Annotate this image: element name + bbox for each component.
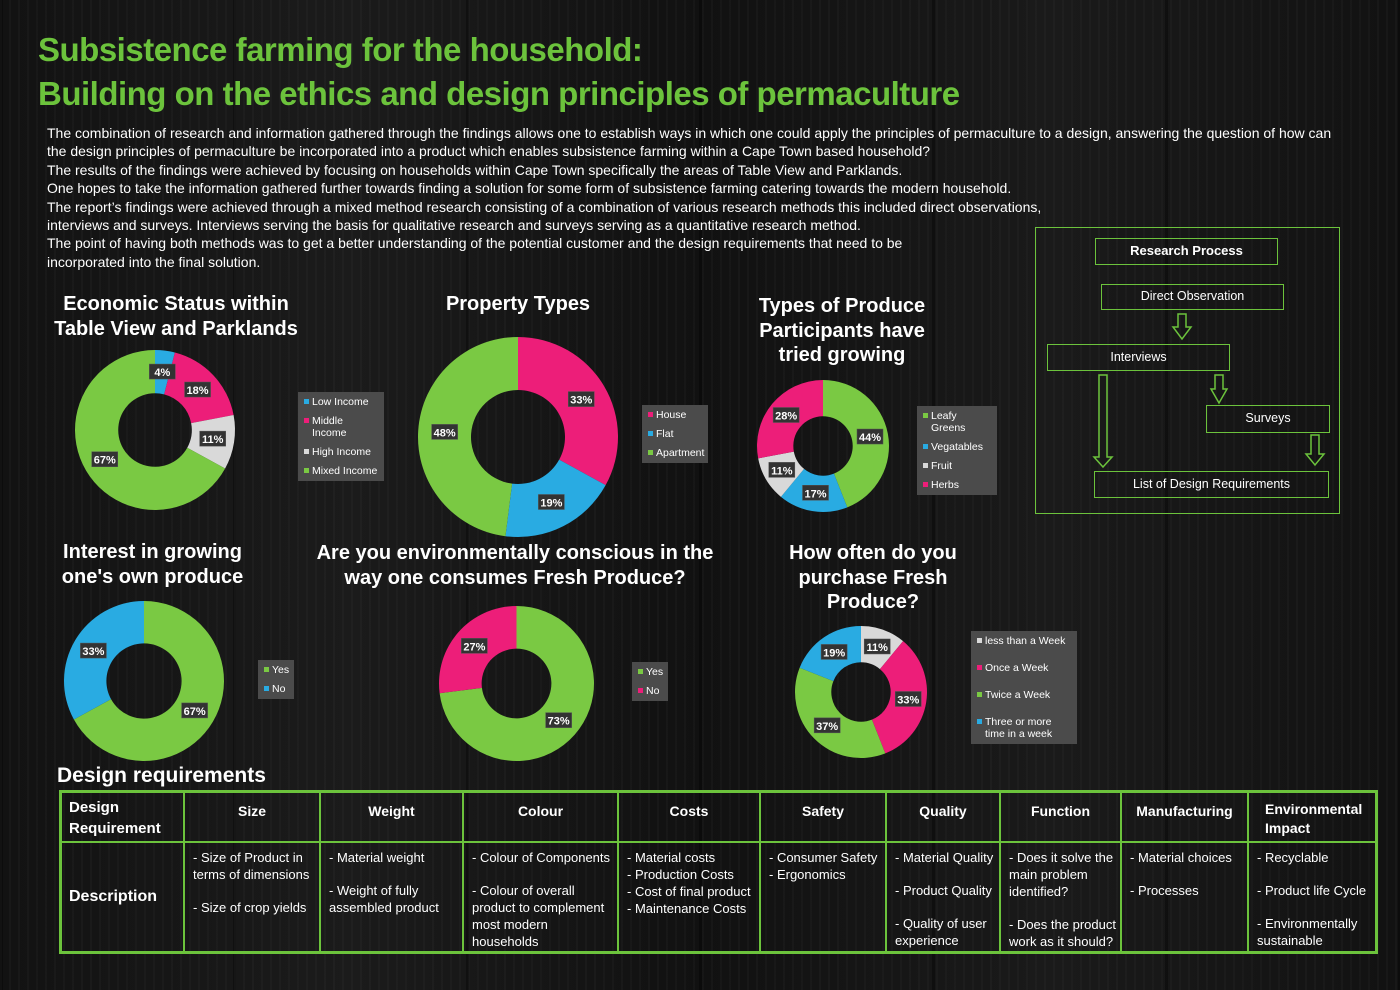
legend-frequency [971,631,1077,744]
item-spacer [895,899,995,915]
intro-paragraph: The results of the findings were achieved by focusing on households within Cape Town specifically the areas of Table View and Parklands. [47,161,903,178]
legend-label: Mixed Income [312,465,378,477]
description-items [619,843,759,917]
legend-label: High Income [312,446,371,458]
chart-property [418,337,618,537]
legend-swatch [264,667,269,672]
data-label-text: 28% [775,410,798,423]
legend-swatch [304,418,309,423]
chart-conscious [439,606,594,761]
item-spacer [1009,900,1116,916]
description-cell [1248,842,1377,953]
list-item: - Colour of Components [472,850,611,865]
list-item: - Material Quality [895,850,994,865]
data-label-text: 4% [154,367,171,380]
list-item: - Product Quality [895,883,992,898]
chart-title-property: Property Types [445,293,591,315]
chart-title-interest: Interest in growing one's own produce [61,541,244,588]
flow-interviews-box: Interviews [1047,344,1230,371]
intro-paragraph: One hopes to take the information gathered further towards finding a solution for some form of subsistence farming catering towards the modern household. [47,180,1012,197]
legend-label: Flat [656,428,674,440]
legend-item [648,428,702,440]
list-item: - Processes [1130,883,1199,898]
list-item: - Does the product work as it should? [1009,917,1116,949]
legend-item [977,635,1071,647]
data-label [538,494,564,509]
description-cell [886,842,1000,953]
column-header [320,792,463,843]
description-cell [1000,842,1121,953]
data-label-text: 33% [570,394,593,407]
list-item: - Environmentally sustainable [1257,916,1358,948]
list-item: - Size of Product in terms of dimensions [193,850,310,882]
data-label-text: 37% [816,720,839,733]
description-cell [320,842,463,953]
column-header-label: Manufacturing [1136,803,1233,819]
column-header-label: Size [237,803,266,819]
legend-item [638,685,662,697]
legend-item [923,441,991,453]
data-label [864,639,890,654]
data-label-text: 27% [463,641,486,654]
list-item: - Material choices [1130,850,1232,865]
legend-swatch [977,638,982,643]
flow-surveys-box: Surveys [1206,405,1330,433]
legend-swatch [648,450,653,455]
data-label-text: 17% [804,488,827,501]
item-spacer [472,866,613,882]
legend-label: less than a Week [985,635,1066,647]
table-header-row [61,792,1377,843]
data-label-text: 67% [183,705,206,718]
legend-label: Yes [646,666,664,678]
list-item: - Recyclable [1257,850,1329,865]
legend-label: Fruit [931,460,952,472]
legend-item [648,447,705,459]
description-header-cell: Description [61,842,185,953]
legend-item [977,716,1071,740]
legend-item [923,460,991,472]
data-label-text: 33% [82,646,105,659]
table-row [61,842,1377,953]
intro-paragraph: The point of having both methods was to get a better understanding of the potential customer and the design requirements that need to be incorporated into the final solution. [47,235,903,270]
data-label [546,713,572,728]
data-label [814,718,840,733]
column-header [1248,792,1377,843]
legend-label: Herbs [931,479,960,491]
list-item: - Size of crop yields [193,900,307,915]
data-label-text: 73% [547,715,570,728]
data-label [92,452,118,467]
chart-title-conscious: Are you environmentally conscious in the way one consumes Fresh Produce? [316,542,714,589]
list-item: - Ergonomics [769,867,846,882]
legend-swatch [304,399,309,404]
legend-item [638,666,662,678]
column-header [184,792,320,843]
data-label-text: 48% [433,427,456,440]
legend-item [304,415,378,439]
legend-item [304,465,378,477]
data-label [895,691,921,706]
item-spacer [1257,899,1371,915]
column-header [760,792,886,843]
item-spacer [1130,866,1243,882]
donut-slice [64,601,144,720]
legend-label: Twice a Week [985,689,1051,701]
description-items [185,843,319,916]
legend-interest [258,660,294,699]
design-requirements-heading: Design requirements [57,764,266,787]
chart-interest [64,601,224,761]
list-item: - Quality of user experience [895,916,987,948]
legend-produce [917,406,997,495]
legend-swatch [923,482,928,487]
data-label-text: 67% [93,454,116,467]
list-item: - Material weight [329,850,425,865]
title-line-2: Building on the ethics and design principles of permaculture [38,75,960,112]
data-label [803,485,829,500]
chart-economic [75,350,235,510]
item-spacer [1257,866,1371,882]
list-item: - Colour of overall product to complement most modern households [472,883,605,949]
data-label [149,364,175,379]
legend-economic [298,392,384,481]
legend-swatch [304,468,309,473]
data-label [182,703,208,718]
flow-list-box: List of Design Requirements [1094,471,1329,498]
legend-swatch [648,431,653,436]
description-items [761,843,885,883]
data-label [773,407,799,422]
data-label-text: 19% [540,497,563,510]
column-header-label: Function [1030,803,1091,819]
list-item: - Cost of final product [627,884,751,899]
legend-swatch [638,669,643,674]
legend-item [923,410,991,434]
legend-item [923,479,991,491]
data-label-text: 11% [771,465,793,478]
legend-swatch [264,686,269,691]
item-spacer [895,866,995,882]
item-spacer [329,866,458,882]
legend-swatch [648,412,653,417]
list-item: - Weight of fully assembled product [329,883,439,915]
legend-label: No [272,683,286,695]
legend-swatch [977,719,982,724]
data-label-text: 11% [201,434,224,447]
data-label-text: 33% [897,694,920,707]
legend-label: Apartment [656,447,705,459]
legend-label: Leafy Greens [931,410,966,434]
description-items [887,843,999,949]
description-cell [1121,842,1248,953]
legend-label: Low Income [312,396,369,408]
data-label-text: 44% [858,432,882,445]
column-header [1000,792,1121,843]
chart-frequency [795,626,927,758]
list-item: - Material costs [627,850,716,865]
legend-swatch [977,692,982,697]
data-label-text: 18% [186,385,209,398]
description-items [1122,843,1247,899]
list-item: - Product life Cycle [1257,883,1367,898]
list-item: - Does it solve the main problem identified? [1009,850,1114,899]
column-header-label: Safety [801,803,845,819]
column-header-label: Weight [368,803,415,819]
intro-paragraph: The combination of research and information gathered through the findings allows one to establish ways in which one could apply the principles of permaculture to a design, answering the question of how can the design principles of permaculture be incorporated into a product which enables subsistence farming within a Cape Town based household? [47,125,1332,160]
list-item: - Consumer Safety [769,850,878,865]
legend-item [304,396,378,408]
legend-property [642,405,708,463]
description-items [1001,843,1120,950]
legend-label: Middle Income [312,415,347,439]
description-items [1249,843,1375,949]
data-label [80,643,106,658]
item-spacer [193,883,315,899]
legend-item [264,683,288,695]
legend-label: Yes [272,664,290,676]
page-title [38,28,960,116]
column-header [1121,792,1248,843]
legend-swatch [923,463,928,468]
list-item: - Production Costs [627,867,734,882]
intro-paragraph: The report’s findings were achieved through a mixed method research consisting of a combination of various research methods this included direct observations, interviews and surveys. Interviews serving the basis for qualitative research and surveys serving as a quantitative research method. [47,198,1042,234]
description-cell [184,842,320,953]
list-item: - Maintenance Costs [627,901,747,916]
legend-item [977,662,1071,674]
data-label [432,424,458,439]
flow-arrow-icon [1211,375,1227,403]
flow-direct-observation-box: Direct Observation [1101,284,1284,310]
description-items [464,843,617,950]
flow-arrow-icon [1306,435,1324,465]
donut-slice [518,337,618,485]
column-header [618,792,760,843]
legend-swatch [638,688,643,693]
legend-item [648,409,702,421]
flow-arrows [1035,227,1340,514]
column-header [463,792,618,843]
chart-title-economic: Economic Status within Table View and Parklands [54,293,298,340]
data-label [821,644,847,659]
legend-label: Three or more time in a week [985,716,1053,740]
chart-title-produce: Types of Produce Participants have tried growing [758,295,926,366]
legend-swatch [923,413,928,418]
legend-item [264,664,288,676]
column-header [886,792,1000,843]
title-line-1: Subsistence farming for the household: [38,31,643,68]
data-label [857,429,883,444]
row-header-cell: Design Requirement [61,792,185,843]
column-header-label: Environmental Impact [1265,801,1363,836]
design-requirements-table [59,790,1378,954]
legend-label: House [656,409,687,421]
legend-label: Vegatables [931,441,983,453]
data-label-text: 19% [823,647,846,660]
flow-title-box: Research Process [1095,238,1278,265]
description-cell [463,842,618,953]
data-label [461,638,487,653]
description-cell [618,842,760,953]
column-header-label: Costs [669,803,709,819]
data-label [568,392,594,407]
legend-swatch [923,444,928,449]
legend-label: No [646,685,660,697]
legend-item [304,446,378,458]
legend-item [977,689,1071,701]
donut-slice [795,668,885,758]
flow-arrow-icon [1173,314,1191,339]
column-header-label: Quality [919,803,967,819]
legend-swatch [304,449,309,454]
data-label [185,382,211,397]
chart-title-frequency: How often do you purchase Fresh Produce? [789,542,957,613]
description-items [321,843,462,916]
flow-arrow-icon [1094,375,1112,467]
column-header-label: Colour [517,803,564,819]
legend-swatch [977,665,982,670]
data-label [200,431,226,446]
legend-label: Once a Week [985,662,1049,674]
data-label [769,462,795,477]
chart-produce [757,380,889,512]
data-label-text: 11% [866,641,888,654]
legend-conscious [632,662,668,701]
description-cell [760,842,886,953]
